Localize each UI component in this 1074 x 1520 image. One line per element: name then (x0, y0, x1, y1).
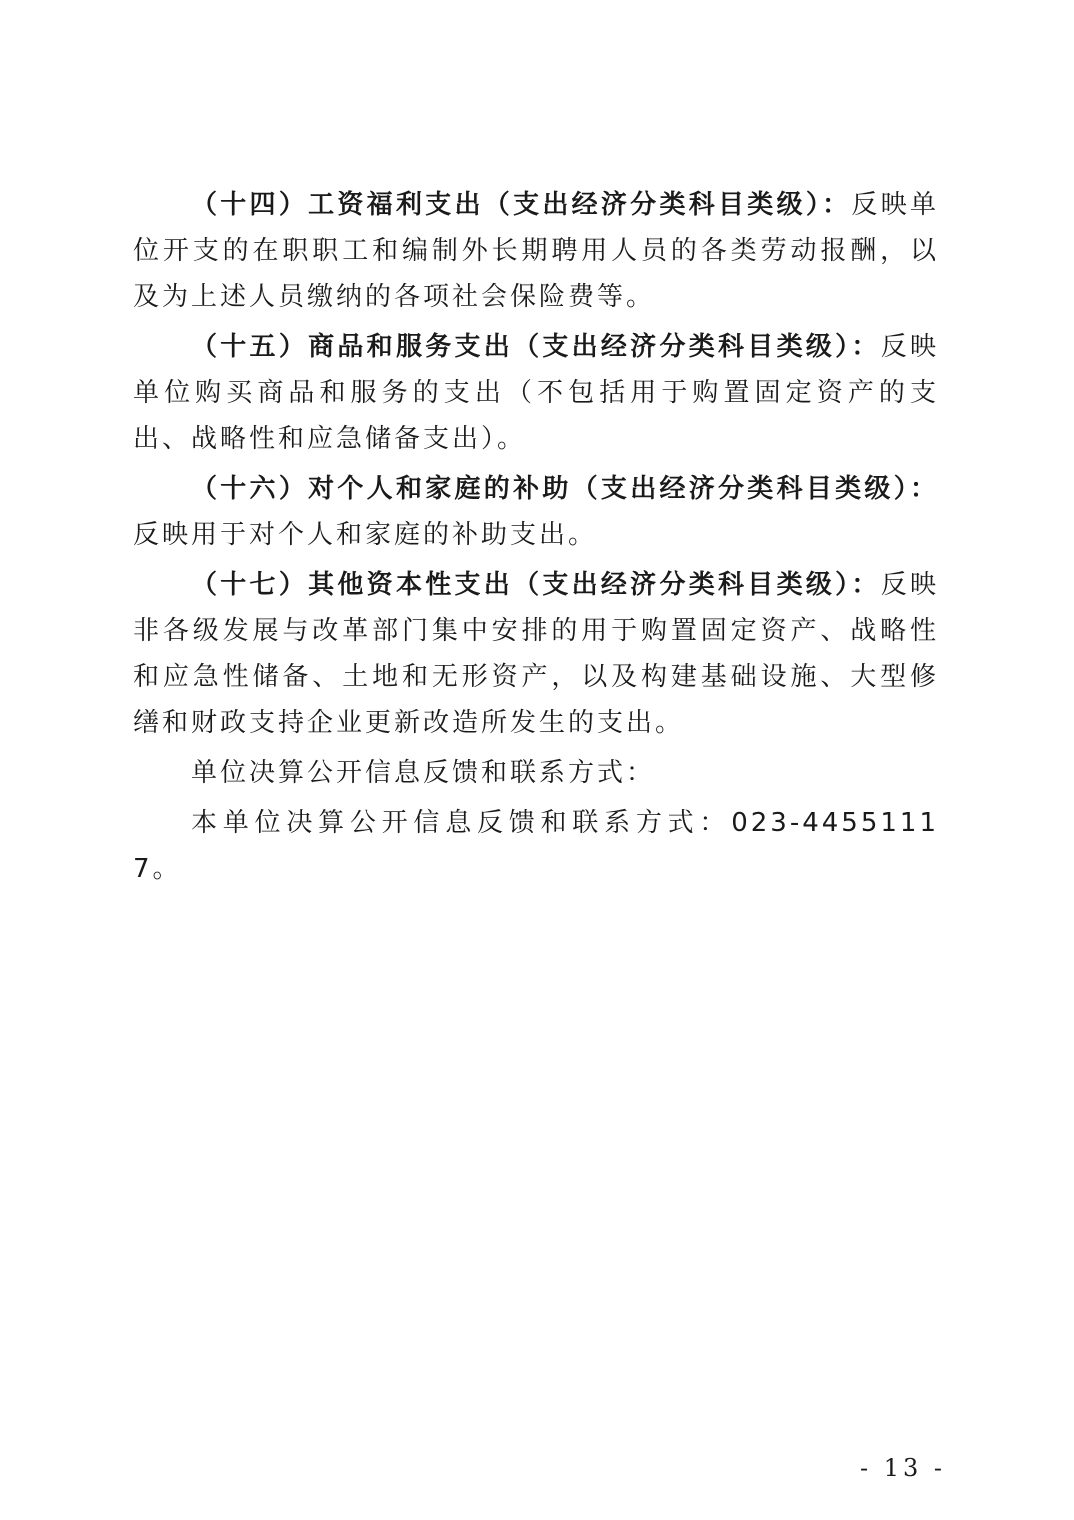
paragraph-heading: （十六）对个人和家庭的补助（支出经济分类科目类级）： (191, 474, 939, 504)
contact-detail: 本单位决算公开信息反馈和联系方式：023-44551117。 (133, 808, 939, 884)
paragraph-heading: （十四）工资福利支出（支出经济分类科目类级）： (191, 190, 852, 220)
contact-label: 单位决算公开信息反馈和联系方式： (191, 758, 656, 788)
paragraph-text: 反映单位开支的在职职工和编制外长期聘用人员的各类劳动报酬，以及为上述人员缴纳的各项社会保险费等。 (133, 190, 939, 312)
page-number: - 13 - (859, 1454, 946, 1482)
paragraph-wage-welfare (133, 182, 939, 320)
paragraph-other-capital (133, 562, 939, 746)
paragraph-heading: （十七）其他资本性支出（支出经济分类科目类级）： (191, 570, 881, 600)
paragraph-personal-subsidy (133, 466, 939, 558)
document-body (133, 182, 939, 896)
paragraph-goods-services (133, 324, 939, 462)
paragraph-text: 反映用于对个人和家庭的补助支出。 (133, 520, 598, 550)
paragraph-text: 反映非各级发展与改革部门集中安排的用于购置固定资产、战略性和应急性储备、土地和无形资产，以及构建基础设施、大型修缮和财政支持企业更新改造所发生的支出。 (133, 570, 939, 738)
paragraph-text: 反映单位购买商品和服务的支出（不包括用于购置固定资产的支出、战略性和应急储备支出）。 (133, 332, 939, 454)
paragraph-heading: （十五）商品和服务支出（支出经济分类科目类级）： (191, 332, 881, 362)
